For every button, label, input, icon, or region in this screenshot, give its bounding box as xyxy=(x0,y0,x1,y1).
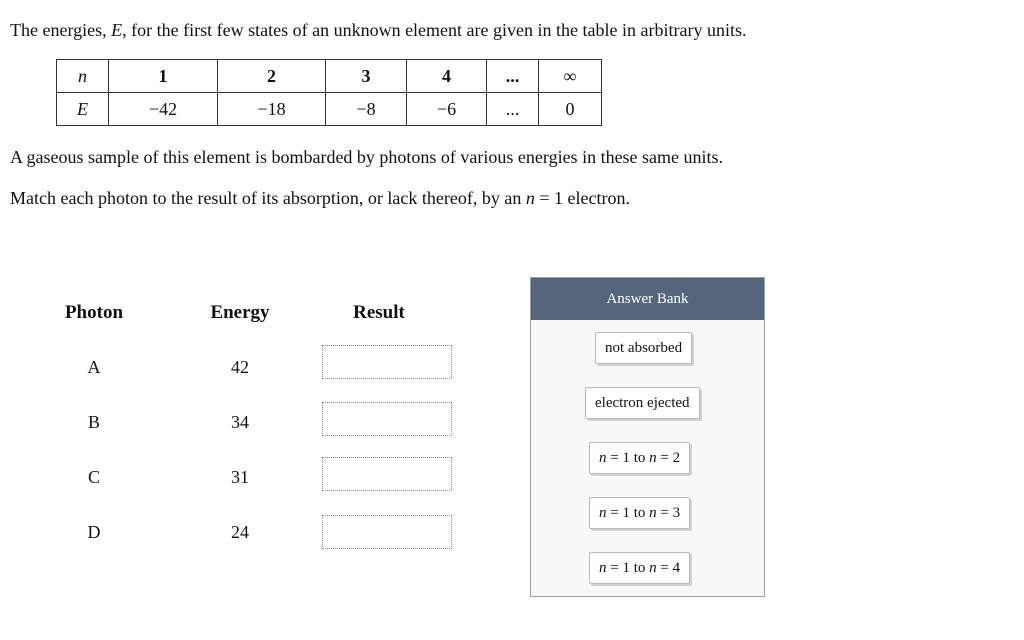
answer-chip-n1-to-n3[interactable]: n = 1 to n = 3 xyxy=(589,497,690,529)
result-drop-zone-a[interactable] xyxy=(322,345,452,379)
photon-label-c: C xyxy=(87,467,100,487)
table-cell-n-4: 4 xyxy=(407,60,487,93)
answer-chip-electron-ejected[interactable]: electron ejected xyxy=(585,387,700,419)
photon-energy-b: 34 xyxy=(231,412,249,432)
result-drop-zone-d[interactable] xyxy=(322,515,452,549)
photon-energy-d: 24 xyxy=(231,522,249,542)
paragraph-bombarded: A gaseous sample of this element is bombarded by photons of various energies in these same units. xyxy=(10,147,724,167)
energy-table xyxy=(56,59,602,126)
header-energy: Energy xyxy=(210,302,270,323)
table-row-n xyxy=(57,60,602,93)
table-cell-e-2: −18 xyxy=(218,93,326,126)
intro-text: The energies, E, for the first few states of an unknown element are given in the table in arbitrary units. xyxy=(10,20,747,40)
table-row-e xyxy=(57,93,602,126)
photon-label-d: D xyxy=(87,522,101,542)
table-row-label-e: E xyxy=(57,93,109,126)
result-drop-zone-b[interactable] xyxy=(322,402,452,436)
table-cell-n-ellipsis: ... xyxy=(487,60,539,93)
table-cell-n-1: 1 xyxy=(109,60,218,93)
answer-chip-n1-to-n4[interactable]: n = 1 to n = 4 xyxy=(589,552,690,584)
table-cell-n-2: 2 xyxy=(218,60,326,93)
table-cell-e-ellipsis: ... xyxy=(487,93,539,126)
header-photon: Photon xyxy=(64,302,124,323)
result-drop-zone-c[interactable] xyxy=(322,457,452,491)
answer-bank xyxy=(530,277,765,597)
answer-chip-n1-to-n2[interactable]: n = 1 to n = 2 xyxy=(589,442,690,474)
table-cell-e-3: −8 xyxy=(326,93,407,126)
table-cell-e-4: −6 xyxy=(407,93,487,126)
table-row-label-n: n xyxy=(57,60,109,93)
answer-bank-title: Answer Bank xyxy=(531,278,764,320)
header-result: Result xyxy=(353,302,405,323)
photon-label-a: A xyxy=(87,357,101,377)
photon-energy-a: 42 xyxy=(231,357,249,377)
paragraph-instructions: Match each photon to the result of its absorption, or lack thereof, by an n = 1 electron. xyxy=(10,188,630,208)
table-cell-e-1: −42 xyxy=(109,93,218,126)
table-cell-n-infinity: ∞ xyxy=(539,60,602,93)
table-cell-n-3: 3 xyxy=(326,60,407,93)
answer-chip-not-absorbed[interactable]: not absorbed xyxy=(595,332,692,364)
photon-energy-c: 31 xyxy=(231,467,249,487)
photon-label-b: B xyxy=(87,412,100,432)
table-cell-e-infinity: 0 xyxy=(539,93,602,126)
